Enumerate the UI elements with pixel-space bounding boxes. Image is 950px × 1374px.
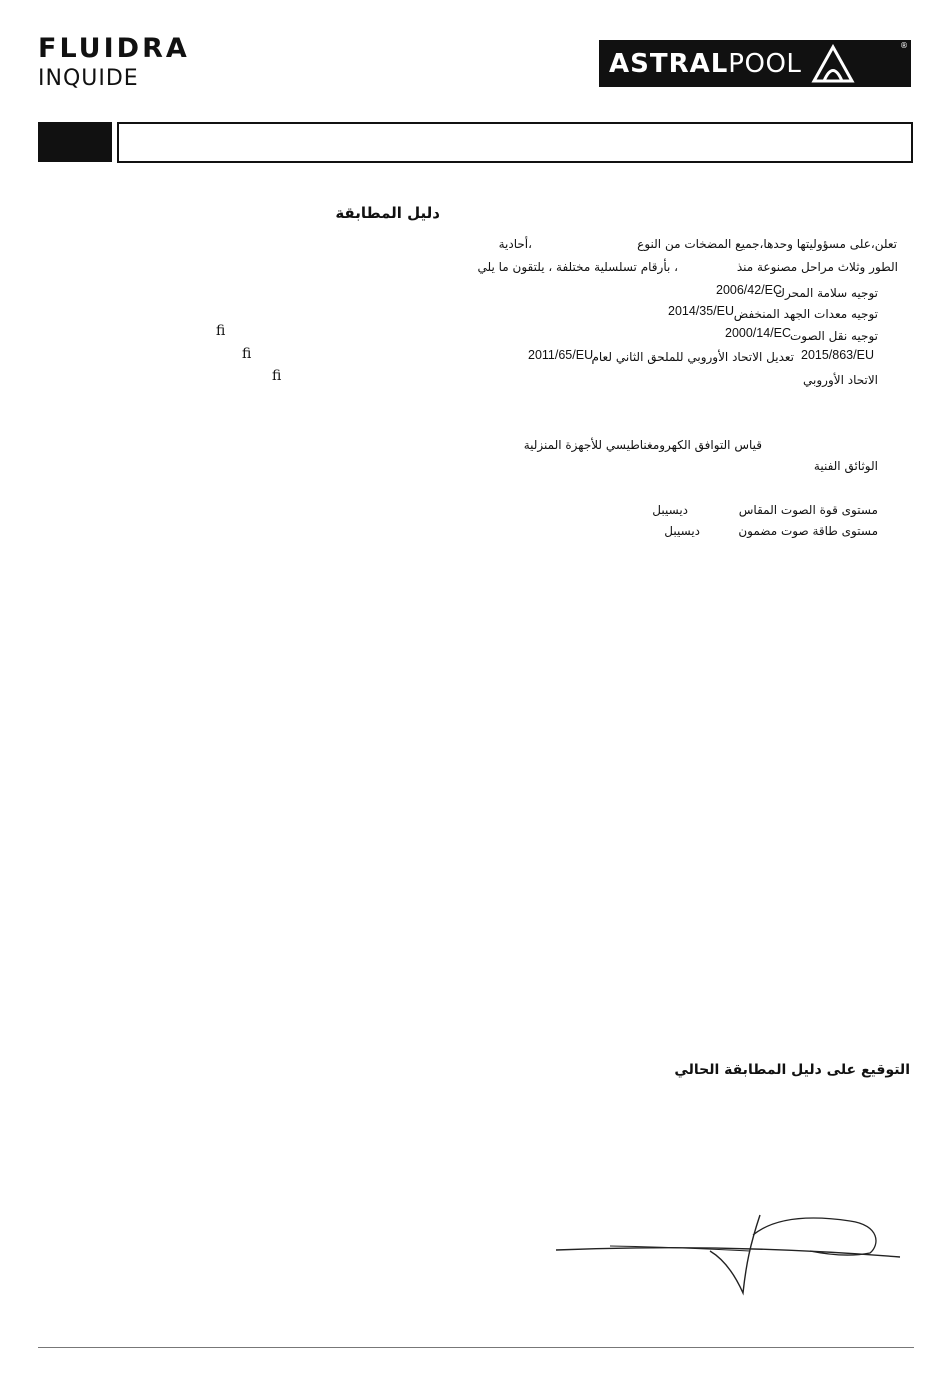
directive-4-code-a: 2015/863/EU bbox=[801, 348, 874, 362]
signature-image bbox=[550, 1205, 910, 1305]
directive-5-label: الاتحاد الأوروبي bbox=[803, 373, 878, 387]
signature-heading: التوقيع على دليل المطابقة الحالي bbox=[674, 1062, 910, 1078]
inquide-logo: INQUIDE bbox=[38, 66, 139, 91]
fluidra-logo: FLUIDRA bbox=[38, 33, 190, 64]
directive-2-label: توجيه معدات الجهد المنخفض bbox=[733, 307, 878, 321]
directive-3-label: توجيه نقل الصوت bbox=[789, 329, 878, 343]
emc-line: قياس التوافق الكهرومغناطيسي للأجهزة المنزلية bbox=[523, 438, 762, 452]
sound-measured-label: مستوى قوة الصوت المقاس bbox=[738, 503, 878, 517]
directive-2-code: 2014/35/EU bbox=[668, 304, 735, 318]
header-black-block bbox=[38, 122, 112, 162]
sound-guaranteed-label: مستوى طاقة صوت مضمون bbox=[738, 524, 878, 538]
directive-4-label: تعديل الاتحاد الأوروبي للملحق الثاني لعام bbox=[591, 350, 794, 364]
directive-1-label: توجيه سلامة المحرك bbox=[775, 286, 878, 300]
astralpool-logo-bold: ASTRAL bbox=[609, 48, 729, 79]
footer-divider bbox=[38, 1347, 914, 1348]
header-title-box bbox=[117, 122, 913, 163]
astralpool-logo-light: POOL bbox=[728, 48, 802, 79]
technical-docs-label: الوثائق الفنية bbox=[813, 459, 878, 473]
directive-5-mark: fi bbox=[272, 368, 282, 384]
sound-measured-unit: ديسيبل bbox=[652, 503, 688, 517]
intro-line2-b: ، بأرقام تسلسلية مختلفة ، يلتقون ما يلي bbox=[477, 260, 678, 274]
page-title: دليل المطابقة bbox=[335, 204, 440, 222]
intro-line1-b: ،أحادية bbox=[498, 237, 532, 251]
directive-3-mark: fi bbox=[216, 323, 226, 339]
directive-4-code-b: 2011/65/EU bbox=[528, 348, 594, 362]
intro-line1-a: تعلن،على مسؤوليتها وحدها،جميع المضخات من النوع bbox=[637, 237, 897, 251]
astralpool-triangle-icon bbox=[811, 44, 855, 84]
registered-mark: ® bbox=[900, 41, 908, 50]
directive-4-mark: fi bbox=[242, 346, 252, 362]
intro-line2-a: الطور وثلاث مراحل مصنوعة منذ bbox=[736, 260, 898, 274]
sound-guaranteed-unit: ديسيبل bbox=[664, 524, 700, 538]
astralpool-logo bbox=[599, 40, 911, 87]
directive-1-code: 2006/42/EC bbox=[716, 283, 783, 297]
directive-3-code: 2000/14/EC bbox=[725, 326, 792, 340]
